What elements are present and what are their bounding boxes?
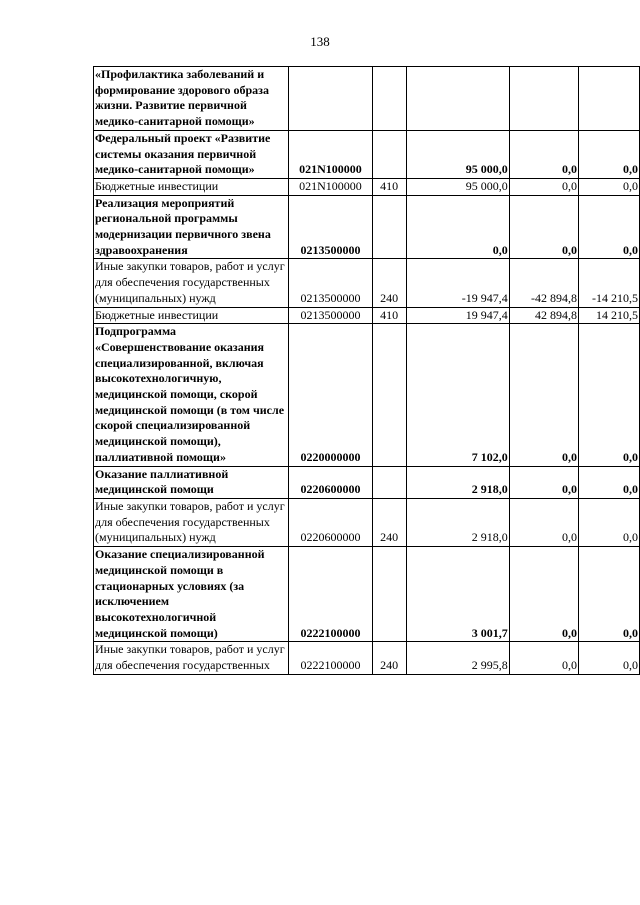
row-amount-year1-cell	[406, 67, 509, 131]
row-amount-year1-cell: 95 000,0	[406, 178, 509, 195]
row-name-cell: Реализация мероприятий региональной программы модернизации первичного звена здравоохранения	[94, 195, 289, 259]
row-amount-year2-cell: 0,0	[509, 195, 578, 259]
row-amount-year1-cell: 2 918,0	[406, 466, 509, 498]
row-code-cell: 0213500000	[289, 307, 372, 324]
table-row	[94, 498, 640, 546]
row-amount-year2-cell	[509, 67, 578, 131]
budget-table	[93, 66, 640, 675]
row-expense-type-cell: 240	[372, 259, 406, 307]
table-row	[94, 195, 640, 259]
table-row	[94, 259, 640, 307]
row-amount-year3-cell: 0,0	[579, 547, 640, 642]
row-amount-year2-cell: 0,0	[509, 130, 578, 178]
row-name-cell: Бюджетные инвестиции	[94, 178, 289, 195]
row-expense-type-cell: 240	[372, 498, 406, 546]
table-row	[94, 324, 640, 466]
row-code-cell: 0222100000	[289, 642, 372, 674]
row-amount-year3-cell: 0,0	[579, 178, 640, 195]
row-code-cell: 0220600000	[289, 498, 372, 546]
table-row	[94, 547, 640, 642]
row-amount-year1-cell: 2 995,8	[406, 642, 509, 674]
row-code-cell: 0213500000	[289, 195, 372, 259]
table-row	[94, 67, 640, 131]
row-expense-type-cell	[372, 195, 406, 259]
table-row	[94, 642, 640, 674]
row-name-cell: Бюджетные инвестиции	[94, 307, 289, 324]
row-amount-year3-cell: -14 210,5	[579, 259, 640, 307]
row-amount-year3-cell: 14 210,5	[579, 307, 640, 324]
row-amount-year2-cell: 0,0	[509, 324, 578, 466]
row-amount-year1-cell: 19 947,4	[406, 307, 509, 324]
row-amount-year1-cell: 7 102,0	[406, 324, 509, 466]
table-row	[94, 178, 640, 195]
row-amount-year2-cell: 0,0	[509, 642, 578, 674]
row-amount-year1-cell: 0,0	[406, 195, 509, 259]
row-amount-year1-cell: 2 918,0	[406, 498, 509, 546]
row-amount-year3-cell	[579, 67, 640, 131]
row-code-cell: 0220600000	[289, 466, 372, 498]
budget-table-body	[94, 67, 640, 675]
row-name-cell: Иные закупки товаров, работ и услуг для обеспечения государственных (муниципальных) нужд	[94, 259, 289, 307]
row-name-cell: Иные закупки товаров, работ и услуг для обеспечения государственных (муниципальных) нужд	[94, 498, 289, 546]
row-expense-type-cell	[372, 324, 406, 466]
row-amount-year3-cell: 0,0	[579, 498, 640, 546]
table-row	[94, 466, 640, 498]
row-name-cell: Оказание специализированной медицинской помощи в стационарных условиях (за исключением высокотехнологичной медицинской помощи)	[94, 547, 289, 642]
row-expense-type-cell	[372, 67, 406, 131]
row-expense-type-cell: 410	[372, 178, 406, 195]
row-expense-type-cell: 240	[372, 642, 406, 674]
row-code-cell: 021N100000	[289, 178, 372, 195]
row-amount-year3-cell: 0,0	[579, 195, 640, 259]
row-amount-year2-cell: 0,0	[509, 547, 578, 642]
row-amount-year2-cell: 42 894,8	[509, 307, 578, 324]
row-code-cell: 021N100000	[289, 130, 372, 178]
row-code-cell: 0222100000	[289, 547, 372, 642]
row-amount-year2-cell: 0,0	[509, 178, 578, 195]
row-name-cell: «Профилактика заболеваний и формирование здорового образа жизни. Развитие первичной медико-санитарной помощи»	[94, 67, 289, 131]
row-amount-year3-cell: 0,0	[579, 642, 640, 674]
row-code-cell	[289, 67, 372, 131]
row-amount-year3-cell: 0,0	[579, 324, 640, 466]
row-amount-year3-cell: 0,0	[579, 466, 640, 498]
row-name-cell: Федеральный проект «Развитие системы оказания первичной медико-санитарной помощи»	[94, 130, 289, 178]
row-amount-year2-cell: 0,0	[509, 498, 578, 546]
table-row	[94, 307, 640, 324]
table-row	[94, 130, 640, 178]
row-code-cell: 0220000000	[289, 324, 372, 466]
row-amount-year2-cell: 0,0	[509, 466, 578, 498]
row-amount-year1-cell: -19 947,4	[406, 259, 509, 307]
row-name-cell: Оказание паллиативной медицинской помощи	[94, 466, 289, 498]
row-expense-type-cell	[372, 547, 406, 642]
row-amount-year1-cell: 3 001,7	[406, 547, 509, 642]
row-expense-type-cell	[372, 466, 406, 498]
page-number: 138	[310, 34, 330, 49]
row-name-cell: Подпрограмма «Совершенствование оказания специализированной, включая высокотехнологичную, медицинской помощи, скорой медицинской помощи (в том числе скорой специализированной медицинской помощи), паллиативной помощи»	[94, 324, 289, 466]
row-code-cell: 0213500000	[289, 259, 372, 307]
row-amount-year3-cell: 0,0	[579, 130, 640, 178]
row-amount-year1-cell: 95 000,0	[406, 130, 509, 178]
row-name-cell: Иные закупки товаров, работ и услуг для обеспечения государственных	[94, 642, 289, 674]
row-expense-type-cell: 410	[372, 307, 406, 324]
row-expense-type-cell	[372, 130, 406, 178]
row-amount-year2-cell: -42 894,8	[509, 259, 578, 307]
